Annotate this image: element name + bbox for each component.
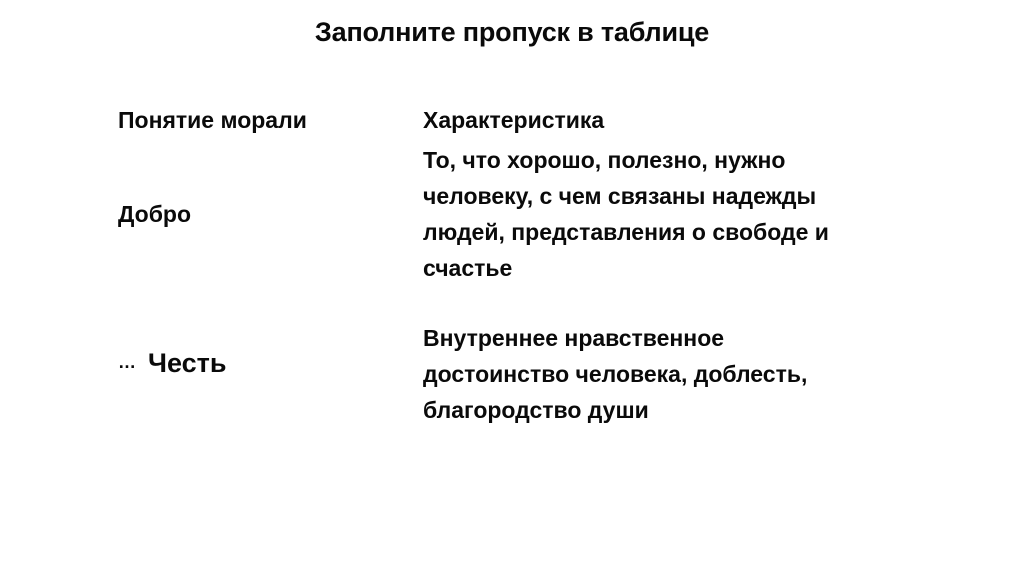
description-line: достоинство человека, доблесть, <box>423 361 808 387</box>
description-line: благородство души <box>423 397 649 423</box>
term-text: Честь <box>148 348 227 378</box>
term-cell-1: Добро <box>118 201 192 227</box>
description-line: То, что хорошо, полезно, нужно <box>423 147 786 173</box>
description-line: счастье <box>423 255 513 281</box>
header-term: Понятие морали <box>118 107 307 133</box>
description-line: людей, представления о свободе и <box>423 219 829 245</box>
description-line: Внутреннее нравственное <box>423 325 725 351</box>
blank-marker: … <box>118 352 136 372</box>
header-description: Характеристика <box>423 107 605 133</box>
term-cell-2 <box>118 345 226 381</box>
description-cell-2 <box>423 320 983 428</box>
description-cell-1 <box>423 142 983 286</box>
slide-title: Заполните пропуск в таблице <box>314 17 710 47</box>
description-line: человеку, с чем связаны надежды <box>423 183 817 209</box>
